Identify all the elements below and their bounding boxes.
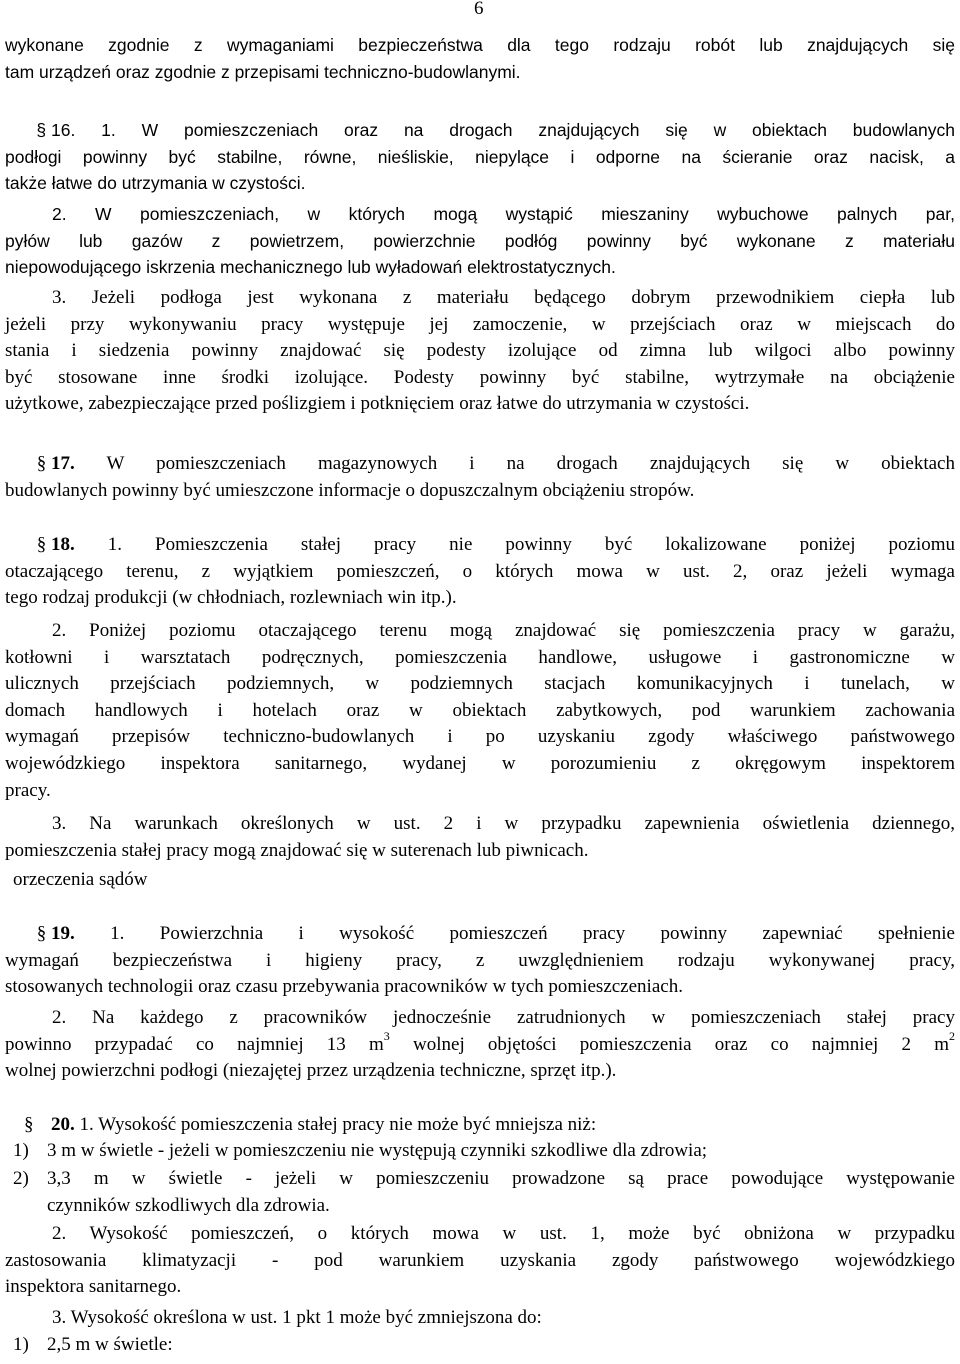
section-sign: §: [5, 453, 51, 474]
text-line: wykonane zgodnie z wymaganiami bezpieczeństwa dla tego rodzaju robót lub znajdujących się: [5, 35, 955, 55]
section-18-paragraph-1: [5, 532, 955, 612]
list-item: [5, 1138, 955, 1165]
text-line: być stosowane inne środki izolujące. Podesty powinny być stabilne, wytrzymałe na obciążenie: [5, 366, 955, 388]
section-number: 18.: [51, 534, 75, 555]
paragraph-number: 1.: [79, 1114, 94, 1135]
list-number: 1): [13, 1140, 29, 1161]
section-18-paragraph-3: [5, 811, 955, 864]
text-line: czynników szkodliwych dla zdrowia.: [47, 1194, 330, 1216]
text-line-with-heading: [5, 1112, 955, 1139]
text-line: 3. Wysokość określona w ust. 1 pkt 1 może być zmniejszona do:: [52, 1307, 542, 1328]
text-line: 2. Na każdego z pracowników jednocześnie zatrudnionych w pomieszczeniach stałej pracy: [52, 1007, 955, 1028]
page-number: 6: [474, 0, 484, 19]
list-item: [5, 1166, 955, 1219]
section-number: 20.: [51, 1114, 75, 1135]
text-line: inspektora sanitarnego.: [5, 1276, 182, 1298]
section-20-paragraph-2: [5, 1221, 955, 1301]
text-line: zastosowania klimatyzacji - pod warunkiem uzyskania zgody państwowego wojewódzkiego: [5, 1249, 955, 1271]
text-line-with-heading: [5, 921, 955, 948]
text-line: 2. W pomieszczeniach, w których mogą wystąpić mieszaniny wybuchowe palnych par,: [52, 204, 955, 224]
superscript: 2: [949, 1029, 955, 1044]
text-line: W pomieszczeniach magazynowych i na drogach znajdujących się w obiektach: [106, 453, 955, 474]
text-segment: powinno przypadać co najmniej 13 m: [5, 1033, 384, 1055]
text-line: 3. Jeżeli podłoga jest wykonana z materiału będącego dobrym przewodnikiem ciepła lub: [52, 287, 955, 308]
text-line: 3 m w świetle - jeżeli w pomieszczeniu nie występują czynniki szkodliwe dla zdrowia;: [47, 1140, 708, 1161]
section-17: [5, 451, 955, 504]
paragraph-number: 1.: [107, 534, 122, 555]
section-16-paragraph-3: [5, 285, 955, 418]
text-line: tego rodzaj produkcji (w chłodniach, rozlewniach win itp.).: [5, 587, 457, 609]
section-sign: §: [5, 534, 51, 555]
section-number: 19.: [51, 923, 75, 944]
text-segment: wolnej objętości pomieszczenia oraz co najmniej 2 m: [389, 1033, 949, 1055]
text-line-with-heading: [5, 451, 955, 478]
text-line: kotłowni i warsztatach podręcznych, pomieszczenia handlowe, usługowe i gastronomiczne w: [5, 646, 955, 668]
section-number: 16.: [51, 120, 76, 140]
section-sign: §: [5, 120, 51, 140]
text-line: 2. Poniżej poziomu otaczającego terenu mogą znajdować się pomieszczenia pracy w garażu,: [52, 620, 955, 641]
court-rulings-note: [5, 867, 955, 894]
section-sign: §: [5, 923, 51, 944]
paragraph-number: 1.: [101, 120, 116, 140]
paragraph-continuation: [5, 32, 955, 85]
text-line: stania i siedzenia powinny znajdować się podesty izolujące od zimna lub wilgoci albo powinny: [5, 340, 955, 362]
paragraph-number: 1.: [110, 923, 125, 944]
text-line: Powierzchnia i wysokość pomieszczeń pracy powinny zapewniać spełnienie: [159, 923, 955, 944]
text-line: Wysokość pomieszczenia stałej pracy nie może być mniejsza niż:: [98, 1114, 597, 1135]
section-20-paragraph-3: [5, 1305, 955, 1332]
text-line: użytkowe, zabezpieczające przed poślizgiem i potknięciem oraz łatwe do utrzymania w czystości.: [5, 393, 750, 415]
list-number: 1): [13, 1334, 29, 1355]
text-line: pyłów lub gazów z powietrzem, powierzchnie podłóg powinny być wykonane z materiału: [5, 230, 955, 251]
section-16-paragraph-2: [5, 201, 955, 281]
text-line: wymagań przepisów techniczno-budowlanych i po uzyskaniu zgody właściwego państwowego: [5, 726, 955, 748]
text-line: wymagań bezpieczeństwa i higieny pracy, z uwzględnieniem rodzaju wykonywanej pracy,: [5, 949, 955, 971]
text-line: stosowanych technologii oraz czasu przebywania pracowników w tych pomieszczeniach.: [5, 976, 683, 998]
text-line: orzeczenia sądów: [13, 869, 148, 890]
list-item: [5, 1332, 955, 1359]
text-line-with-superscript: [5, 1029, 955, 1059]
text-line: tam urządzeń oraz zgodnie z przepisami techniczno-budowlanymi.: [5, 61, 521, 82]
text-line: domach handlowych i hotelach oraz w obiektach zabytkowych, pod warunkiem zachowania: [5, 699, 955, 721]
text-line: W pomieszczeniach oraz na drogach znajdujących się w obiektach budowlanych: [141, 120, 955, 140]
text-line: podłogi powinny być stabilne, równe, nieśliskie, niepylące i odporne na ścieranie oraz nacisk, a: [5, 146, 955, 167]
section-18-paragraph-2: [5, 618, 955, 804]
text-line: budowlanych powinny być umieszczone informacje o dopuszczalnym obciążeniu stropów.: [5, 479, 695, 501]
text-line: Pomieszczenia stałej pracy nie powinny być lokalizowane poniżej poziomu: [155, 534, 955, 555]
section-number: 17.: [51, 453, 75, 474]
text-line: 2. Wysokość pomieszczeń, o których mowa w ust. 1, może być obniżona w przypadku: [52, 1223, 955, 1244]
text-line: wolnej powierzchni podłogi (niezajętej przez urządzenia techniczne, sprzęt itp.).: [5, 1060, 617, 1082]
text-line: ulicznych przejściach podziemnych, w podziemnych stacjach komunikacyjnych i tunelach, w: [5, 673, 955, 695]
section-16-paragraph-1: [5, 117, 955, 197]
text-line: otaczającego terenu, z wyjątkiem pomieszczeń, o których mowa w ust. 2, oraz jeżeli wymaga: [5, 560, 955, 582]
text-line-with-heading: [5, 117, 955, 144]
text-line: 3,3 m w świetle - jeżeli w pomieszczeniu prowadzone są prace powodujące występowanie: [47, 1168, 955, 1189]
text-line: 2,5 m w świetle:: [47, 1334, 173, 1355]
text-line: pracy.: [5, 779, 51, 801]
text-line: 3. Na warunkach określonych w ust. 2 i w przypadku zapewnienia oświetlenia dziennego,: [52, 813, 955, 834]
text-line: pomieszczenia stałej pracy mogą znajdować się w suterenach lub piwnicach.: [5, 839, 589, 861]
text-line: jeżeli przy wykonywaniu pracy występuje jej zamoczenie, w przejściach oraz w miejscach do: [5, 313, 955, 335]
text-line-with-heading: [5, 532, 955, 559]
section-sign: §: [5, 1114, 39, 1135]
list-number: 2): [13, 1168, 29, 1189]
superscript: 3: [383, 1029, 390, 1044]
text-line: wojewódzkiego inspektora sanitarnego, wydanej w porozumieniu z okręgowym inspektorem: [5, 752, 955, 774]
text-line: niepowodującego iskrzenia mechanicznego lub wyładowań elektrostatycznych.: [5, 257, 616, 278]
text-line: także łatwe do utrzymania w czystości.: [5, 173, 306, 194]
section-20-paragraph-1: [5, 1112, 955, 1139]
section-19-paragraph-2: [5, 1005, 955, 1085]
section-19-paragraph-1: [5, 921, 955, 1001]
